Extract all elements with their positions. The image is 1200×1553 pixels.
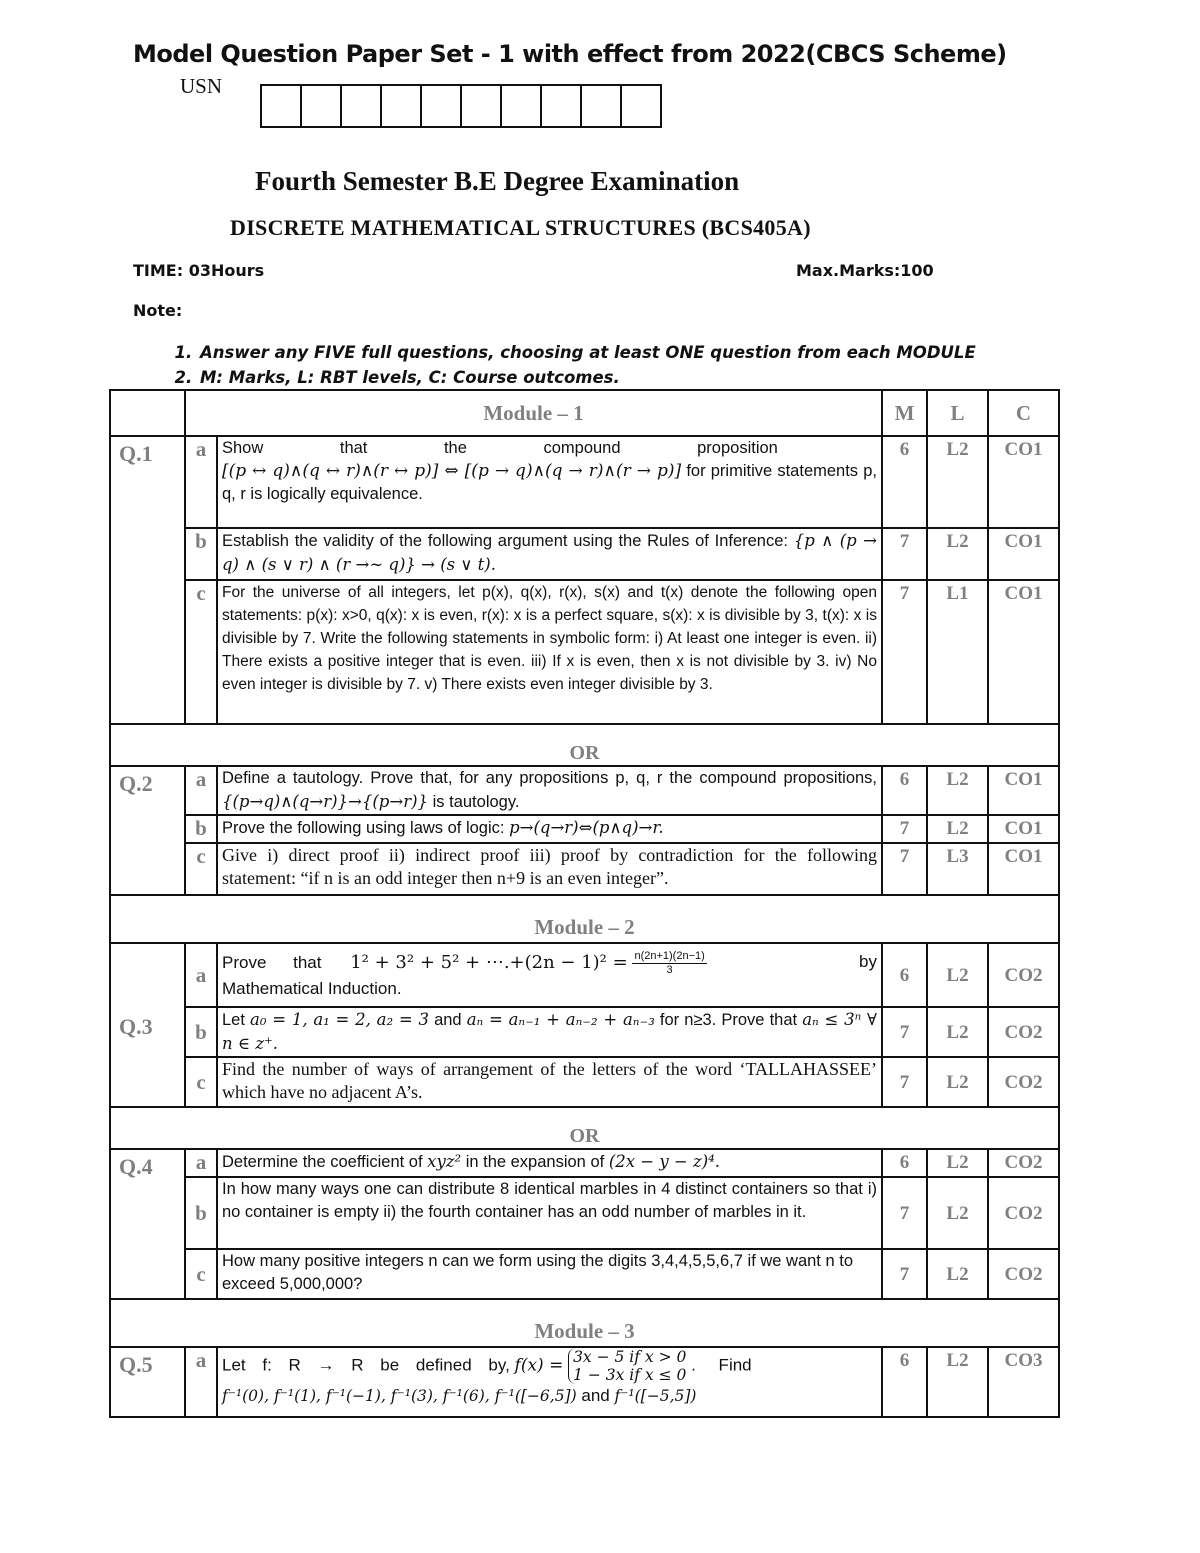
question-text-part: and: [434, 1011, 462, 1029]
usn-digit-box[interactable]: [382, 86, 422, 126]
question-text-part: for n≥3. Prove that: [659, 1011, 798, 1029]
outcome-cell: CO1: [988, 528, 1059, 580]
outcome-cell: CO2: [988, 1177, 1059, 1249]
question-text-part: Show that the compound proposition: [222, 439, 778, 457]
question-text: [217, 1007, 882, 1057]
question-text-part: Prove the following using laws of logic:: [222, 819, 505, 837]
question-text-part: and: [581, 1386, 610, 1405]
level-cell: L1: [927, 580, 988, 724]
marks-cell: 7: [882, 1249, 927, 1299]
level-cell: L2: [927, 1149, 988, 1177]
module-2-title: Module – 2: [110, 895, 1059, 943]
paper-title: Model Question Paper Set - 1 with effect from 2022(CBCS Scheme): [133, 40, 1007, 68]
or-separator: OR: [110, 1107, 1059, 1149]
question-text-part: Let f: R → R be defined by,: [222, 1355, 510, 1375]
fraction: [632, 950, 706, 977]
question-text: [217, 815, 882, 843]
subject-title: DISCRETE MATHEMATICAL STRUCTURES (BCS405A): [230, 215, 811, 240]
question-text-part: for primitive statements p, q, r is logically equivalence.: [222, 462, 877, 503]
formula: f⁻¹([−5,5]): [614, 1387, 697, 1405]
question-number: Q.3: [110, 943, 185, 1107]
instruction-item: 1. Answer any FIVE full questions, choosing at least ONE question from each MODULE: [198, 340, 976, 365]
exam-time: TIME: 03Hours: [133, 261, 265, 280]
outcome-cell: CO3: [988, 1347, 1059, 1417]
question-text: How many positive integers n can we form using the digits 3,4,4,5,5,6,7 if we want n to exceed 5,000,000?: [217, 1249, 882, 1299]
marks-cell: 7: [882, 815, 927, 843]
exam-title: Fourth Semester B.E Degree Examination: [255, 166, 740, 196]
or-separator: OR: [110, 724, 1059, 766]
sub-question-label: a: [185, 436, 217, 528]
usn-digit-box[interactable]: [542, 86, 582, 126]
note-label: Note:: [133, 301, 183, 320]
marks-cell: 7: [882, 1057, 927, 1107]
level-cell: L2: [927, 436, 988, 528]
question-text-part: . Find: [691, 1355, 752, 1375]
piecewise-cases: [568, 1348, 686, 1384]
outcome-cell: CO2: [988, 1057, 1059, 1107]
question-text: Find the number of ways of arrangement of the letters of the word ‘TALLAHASSEE’ which have no adjacent A’s.: [217, 1057, 882, 1107]
sub-question-label: a: [185, 943, 217, 1007]
question-text: [217, 766, 882, 815]
level-cell: L2: [927, 528, 988, 580]
marks-cell: 6: [882, 1347, 927, 1417]
sub-question-label: a: [185, 1347, 217, 1417]
sub-question-label: c: [185, 1057, 217, 1107]
question-text-part: is tautology.: [432, 793, 520, 811]
usn-digit-box[interactable]: [582, 86, 622, 126]
table-row: [110, 1057, 1059, 1107]
usn-digit-box[interactable]: [302, 86, 342, 126]
marks-cell: 7: [882, 580, 927, 724]
formula: f⁻¹(0), f⁻¹(1), f⁻¹(−1), f⁻¹(3), f⁻¹(6), f⁻¹([−6,5]): [222, 1387, 577, 1405]
fraction-denominator: 3: [666, 964, 673, 976]
marks-cell: 6: [882, 436, 927, 528]
question-text-part: in the expansion of: [465, 1153, 605, 1171]
marks-cell: 7: [882, 528, 927, 580]
outcome-cell: CO2: [988, 1007, 1059, 1057]
table-row: [110, 1249, 1059, 1299]
marks-cell: 7: [882, 843, 927, 895]
col-header-level: L: [927, 390, 988, 436]
question-number: Q.2: [110, 766, 185, 895]
table-row: [110, 1177, 1059, 1249]
sub-question-label: b: [185, 815, 217, 843]
case-line: 1 − 3x if x ≤ 0: [573, 1366, 687, 1384]
sub-question-label: a: [185, 1149, 217, 1177]
level-cell: L2: [927, 1347, 988, 1417]
question-text-part: Establish the validity of the following argument using the Rules of Inference:: [222, 532, 788, 550]
outcome-cell: CO1: [988, 843, 1059, 895]
outcome-cell: CO2: [988, 1149, 1059, 1177]
usn-digit-box[interactable]: [462, 86, 502, 126]
outcome-cell: CO1: [988, 436, 1059, 528]
table-row: [110, 580, 1059, 724]
header-blank-cell: [110, 390, 185, 436]
question-text: [217, 1149, 882, 1177]
outcome-cell: CO1: [988, 580, 1059, 724]
question-table: [109, 389, 1060, 1418]
instruction-item: 2. M: Marks, L: RBT levels, C: Course outcomes.: [198, 365, 976, 390]
level-cell: L2: [927, 815, 988, 843]
case-line: 3x − 5 if x > 0: [573, 1348, 687, 1366]
level-cell: L2: [927, 766, 988, 815]
marks-cell: 7: [882, 1007, 927, 1057]
usn-digit-box[interactable]: [342, 86, 382, 126]
question-text-part: Prove that: [222, 952, 322, 972]
sub-question-label: b: [185, 1177, 217, 1249]
outcome-cell: CO2: [988, 943, 1059, 1007]
outcome-cell: CO1: [988, 815, 1059, 843]
instructions-list: [168, 340, 976, 390]
level-cell: L2: [927, 1007, 988, 1057]
sub-question-label: c: [185, 1249, 217, 1299]
question-text: Give i) direct proof ii) indirect proof iii) proof by contradiction for the following statement: “if n is an odd integer then n+9 is an even integer”.: [217, 843, 882, 895]
question-text: [217, 1347, 882, 1417]
table-row: [110, 1347, 1059, 1417]
module-1-title: Module – 1: [185, 390, 882, 436]
formula: xyz²: [427, 1152, 462, 1171]
marks-cell: 7: [882, 1177, 927, 1249]
question-text: [217, 528, 882, 580]
formula: [(p ↔ q)∧(q ↔ r)∧(r ↔ p)] ⇔ [(p → q)∧(q → r)∧(r → p)]: [222, 461, 682, 481]
question-text: In how many ways one can distribute 8 identical marbles in 4 distinct containers so that i) no container is empty ii) the fourth container has an odd number of marbles in it.: [217, 1177, 882, 1249]
col-header-marks: M: [882, 390, 927, 436]
usn-digit-box[interactable]: [422, 86, 462, 126]
question-number: Q.5: [110, 1347, 185, 1417]
outcome-cell: CO1: [988, 766, 1059, 815]
level-cell: L2: [927, 943, 988, 1007]
formula: aₙ = aₙ₋₁ + aₙ₋₂ + aₙ₋₃: [466, 1010, 655, 1029]
sub-question-label: b: [185, 528, 217, 580]
question-text-part: Let: [222, 1011, 245, 1029]
table-row: [110, 1149, 1059, 1177]
sub-question-label: c: [185, 843, 217, 895]
question-number: Q.4: [110, 1149, 185, 1299]
usn-digit-box[interactable]: [262, 86, 302, 126]
table-row: [110, 528, 1059, 580]
table-row: [110, 436, 1059, 528]
formula: p→(q→r)⇔(p∧q)→r.: [509, 818, 664, 837]
module-3-title: Module – 3: [110, 1299, 1059, 1347]
usn-boxes[interactable]: [260, 84, 662, 128]
table-row: [110, 1007, 1059, 1057]
formula: a₀ = 1, a₁ = 2, a₂ = 3: [250, 1010, 429, 1029]
max-marks: Max.Marks:100: [796, 261, 934, 280]
formula: {p ∧ (p → q) ∧ (s ∨ r) ∧ (r →∼ q)} → (s ∨ t).: [222, 531, 877, 574]
question-text-part: Define a tautology. Prove that, for any propositions p, q, r the compound propositions,: [222, 769, 877, 787]
marks-cell: 6: [882, 766, 927, 815]
level-cell: L2: [927, 1057, 988, 1107]
col-header-outcome: C: [988, 390, 1059, 436]
question-text-part: by: [859, 952, 877, 971]
table-row: [110, 766, 1059, 815]
usn-label: USN: [180, 74, 223, 98]
formula: (2x − y − z)⁴.: [608, 1152, 720, 1171]
usn-digit-box[interactable]: [502, 86, 542, 126]
marks-cell: 6: [882, 1149, 927, 1177]
fraction-numerator: n(2n+1)(2n−1): [634, 950, 705, 962]
question-number: Q.1: [110, 436, 185, 724]
sub-question-label: c: [185, 580, 217, 724]
level-cell: L2: [927, 1249, 988, 1299]
question-text: For the universe of all integers, let p(x), q(x), r(x), s(x) and t(x) denote the following open statements: p(x): x>0, q(x): x is even, r(x): x is a perfect square, s(x): x is divisible by 3, t(x): x is divisible by 7. Write the following statements in symbolic form: i) At least one integer is even. ii) There exists a positive integer that is even. iii) If x is even, then x is not divisible by 3. iv) No even integer is divisible by 7. v) There exists even integer divisible by 3.: [217, 580, 882, 724]
table-row: [110, 943, 1059, 1007]
formula: 1² + 3² + 5² + ⋯.+(2n − 1)² =: [350, 951, 628, 973]
level-cell: L3: [927, 843, 988, 895]
formula: aₙ ≤ 3ⁿ ∀ n ∈ z⁺.: [222, 1010, 877, 1053]
question-text: [217, 436, 882, 528]
marks-cell: 6: [882, 943, 927, 1007]
table-row: [110, 815, 1059, 843]
question-text: [217, 943, 882, 1007]
table-row: [110, 843, 1059, 895]
question-text-part: Mathematical Induction.: [222, 979, 402, 998]
sub-question-label: b: [185, 1007, 217, 1057]
formula: {(p→q)∧(q→r)}→{(p→r)}: [222, 792, 429, 811]
outcome-cell: CO2: [988, 1249, 1059, 1299]
sub-question-label: a: [185, 766, 217, 815]
usn-digit-box[interactable]: [622, 86, 660, 126]
formula: f(x) =: [514, 1355, 564, 1376]
question-text-part: Determine the coefficient of: [222, 1153, 423, 1171]
level-cell: L2: [927, 1177, 988, 1249]
